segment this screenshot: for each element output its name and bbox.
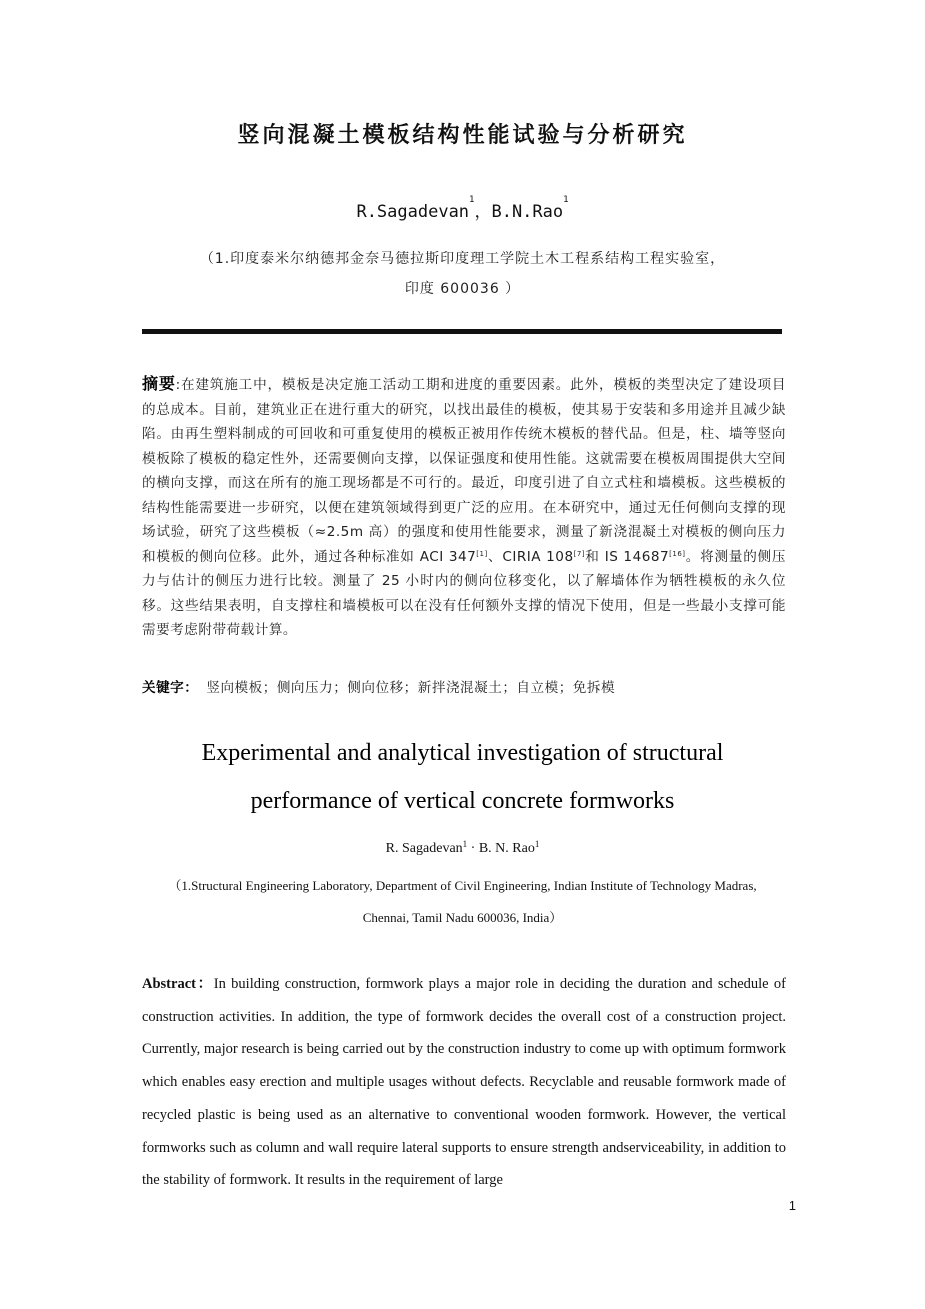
citation-ref-7[interactable]: [7] — [573, 549, 586, 558]
en-author-2-name: B. N. Rao — [478, 841, 535, 856]
header-divider — [142, 329, 782, 334]
chinese-authors — [0, 197, 925, 222]
english-title-line-2: performance of vertical concrete formworks — [250, 788, 675, 814]
chinese-affiliation-line-2: 印度 600036 ） — [404, 281, 521, 297]
author-1-affil-mark: 1 — [469, 195, 475, 205]
chinese-keywords-label: 关键字： — [142, 680, 199, 696]
chinese-keywords — [142, 676, 786, 696]
en-author-1-name: R. Sagadevan — [385, 841, 463, 856]
chinese-title: 竖向混凝土模板结构性能试验与分析研究 — [237, 123, 688, 148]
chinese-keywords-text: 竖向模板；侧向压力；侧向位移；新拌浇混凝土；自立模；免拆模 — [206, 680, 616, 696]
chinese-abstract-text-2: 、CIRIA 108 — [487, 548, 574, 565]
english-affiliation-line-2: Chennai, Tamil Nadu 600036, India） — [362, 910, 563, 925]
english-affiliation-line-1: （1.Structural Engineering Laboratory, Department of Civil Engineering, Indian Institute of Technology Madras, — [168, 878, 757, 893]
author-2-affil-mark: 1 — [563, 195, 569, 205]
chinese-abstract-text-3: 和 IS 14687 — [585, 548, 670, 565]
english-abstract-text: In building construction, formwork plays a major role in deciding the duration and schedule of construction activities. In addition, the type of formwork decides the overall cost of a construction project. Currently, major research is being carried out by the construction industry to come up with optimum formwork which enables easy erection and multiple usages without defects. Recyclable and reusable formwork made of recycled plastic is being used as an alternative to conventional wooden formwork. However, the vertical formworks such as column and wall require lateral supports to ensure strength andserviceability, in addition to the stability of formwork. It results in the requirement of large — [142, 976, 786, 1189]
chinese-abstract — [142, 372, 786, 643]
chinese-abstract-label: 摘要 — [142, 374, 176, 393]
chinese-affiliation-line-1: （1.印度泰米尔纳德邦金奈马德拉斯印度理工学院土木工程系结构工程实验室， — [199, 251, 726, 267]
en-author-2-affil-mark: 1 — [534, 839, 540, 849]
en-author-separator: · — [467, 841, 479, 856]
page-number: 1 — [788, 1198, 796, 1213]
english-abstract — [142, 968, 786, 1197]
chinese-abstract-text-4: 。将测量的侧压力与估计的侧压力进行比较。测量了 25 小时内的侧向位移变化，以了解墙体作为牺牲模板的永久位移。这些结果表明，自支撑柱和墙模板可以在没有任何额外支撑的情况下使用，但是一些最小支撑可能需要考虑附带荷载计算。 — [142, 548, 786, 638]
author-separator: ， — [474, 202, 492, 222]
citation-ref-1[interactable]: [1] — [476, 549, 488, 558]
english-title-line-1: Experimental and analytical investigation of structural — [201, 740, 724, 766]
en-author-1-affil-mark: 1 — [462, 839, 468, 849]
english-authors — [0, 841, 925, 857]
author-2-name: B.N.Rao — [491, 202, 564, 222]
chinese-abstract-text-1: :在建筑施工中，模板是决定施工活动工期和进度的重要因素。此外，模板的类型决定了建设项目的总成本。目前，建筑业正在进行重大的研究，以找出最佳的模板，使其易于安装和多用途并且减少缺陷。由再生塑料制成的可回收和可重复使用的模板正被用作传统木模板的替代品。但是，柱、墙等竖向模板除了模板的稳定性外，还需要侧向支撑，以保证强度和使用性能。这就需要在模板周围提供大空间的横向支撑，而这在所有的施工现场都是不可行的。最近，印度引进了自立式柱和墙模板。这些模板的结构性能需要进一步研究，以便在建筑领域得到更广泛的应用。在本研究中，通过无任何侧向支撑的现场试验，研究了这些模板（≈2.5m 高）的强度和使用性能要求，测量了新浇混凝土对模板的侧向压力和模板的侧向位移。此外，通过各种标准如 ACI 347 — [142, 377, 786, 565]
english-abstract-label: Abstract： — [142, 976, 214, 992]
author-1-name: R.Sagadevan — [356, 202, 470, 222]
citation-ref-16[interactable]: [16] — [669, 549, 686, 558]
